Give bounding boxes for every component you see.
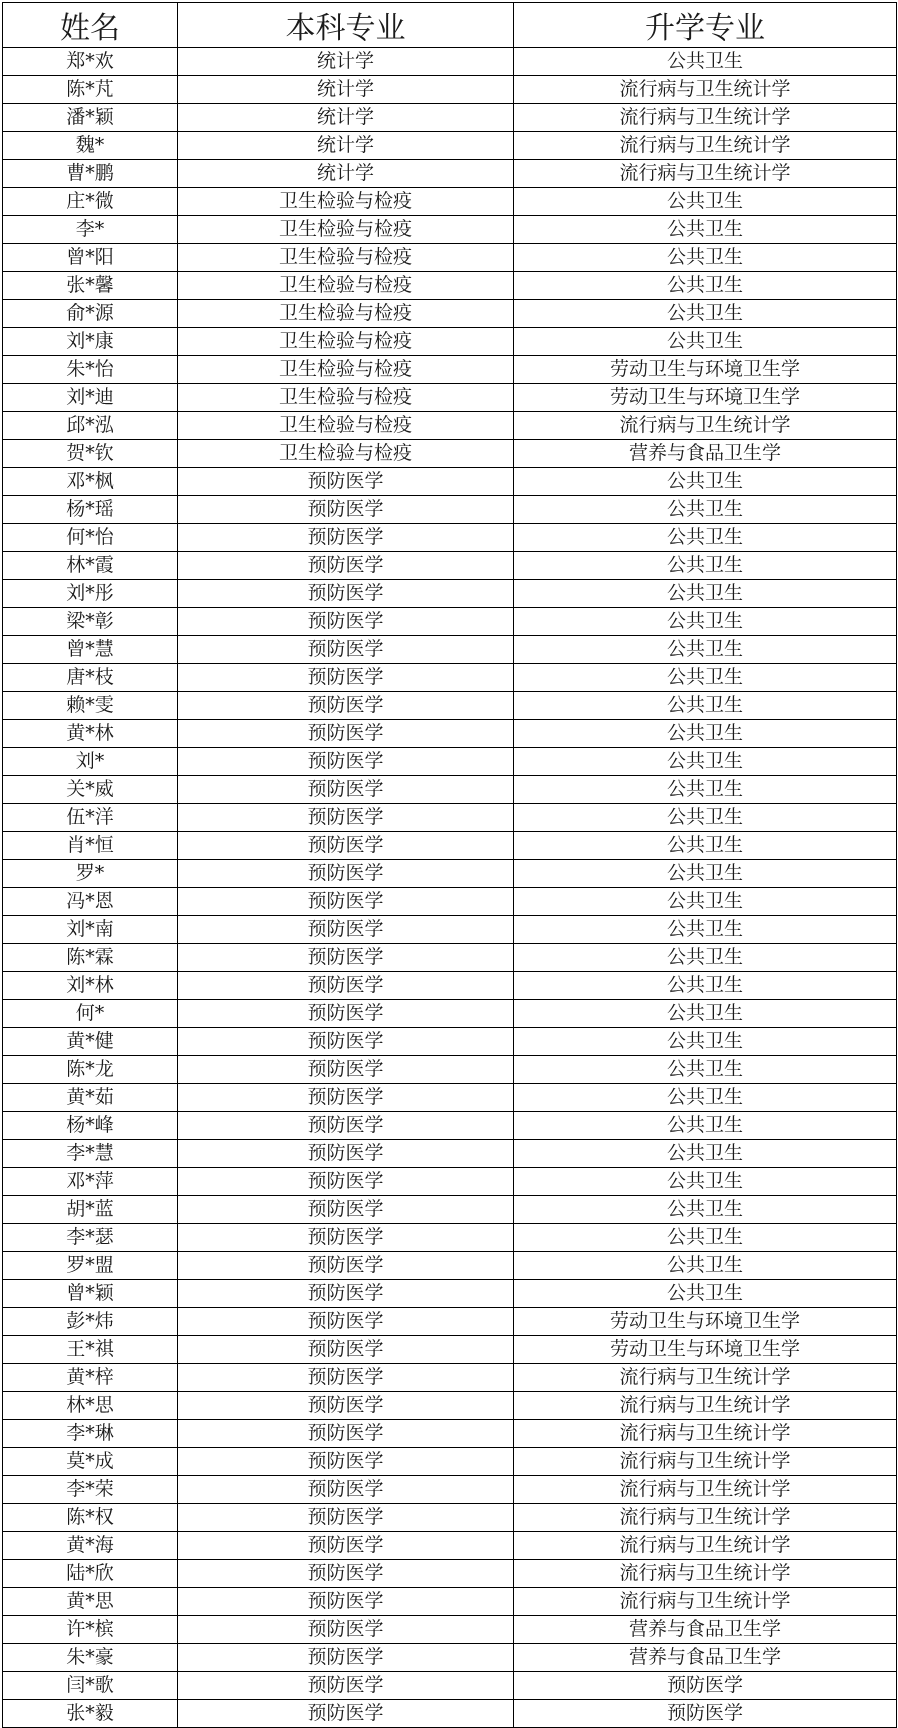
- cell-undergraduate-major: 预防医学: [178, 524, 514, 552]
- cell-undergraduate-major: 预防医学: [178, 1084, 514, 1112]
- cell-name: 李*: [3, 216, 178, 244]
- cell-graduate-major: 流行病与卫生统计学: [514, 1364, 897, 1392]
- cell-name: 刘*迪: [3, 384, 178, 412]
- table-row: [3, 860, 897, 888]
- cell-graduate-major: 劳动卫生与环境卫生学: [514, 356, 897, 384]
- cell-undergraduate-major: 卫生检验与检疫: [178, 216, 514, 244]
- table-row: [3, 1196, 897, 1224]
- cell-name: 许*槟: [3, 1616, 178, 1644]
- cell-graduate-major: 预防医学: [514, 1700, 897, 1728]
- cell-graduate-major: 公共卫生: [514, 1112, 897, 1140]
- cell-graduate-major: 流行病与卫生统计学: [514, 160, 897, 188]
- cell-graduate-major: 公共卫生: [514, 916, 897, 944]
- table-row: [3, 552, 897, 580]
- table-row: [3, 636, 897, 664]
- table-row: [3, 580, 897, 608]
- cell-undergraduate-major: 预防医学: [178, 692, 514, 720]
- cell-undergraduate-major: 卫生检验与检疫: [178, 356, 514, 384]
- cell-graduate-major: 公共卫生: [514, 1196, 897, 1224]
- cell-undergraduate-major: 预防医学: [178, 1588, 514, 1616]
- cell-undergraduate-major: 预防医学: [178, 972, 514, 1000]
- cell-name: 何*怡: [3, 524, 178, 552]
- cell-name: 赖*雯: [3, 692, 178, 720]
- cell-name: 王*祺: [3, 1336, 178, 1364]
- cell-graduate-major: 公共卫生: [514, 552, 897, 580]
- cell-name: 刘*: [3, 748, 178, 776]
- cell-graduate-major: 营养与食品卫生学: [514, 1644, 897, 1672]
- cell-undergraduate-major: 预防医学: [178, 1420, 514, 1448]
- cell-undergraduate-major: 预防医学: [178, 1532, 514, 1560]
- table-row: [3, 1616, 897, 1644]
- cell-name: 贺*钦: [3, 440, 178, 468]
- cell-name: 郑*欢: [3, 48, 178, 76]
- table-row: [3, 356, 897, 384]
- cell-undergraduate-major: 预防医学: [178, 1028, 514, 1056]
- cell-graduate-major: 流行病与卫生统计学: [514, 412, 897, 440]
- cell-undergraduate-major: 统计学: [178, 104, 514, 132]
- table-row: [3, 1448, 897, 1476]
- cell-undergraduate-major: 卫生检验与检疫: [178, 272, 514, 300]
- header-name: 姓名: [3, 3, 178, 48]
- cell-undergraduate-major: 预防医学: [178, 1308, 514, 1336]
- table-row: [3, 1224, 897, 1252]
- table-row: [3, 664, 897, 692]
- cell-name: 张*毅: [3, 1700, 178, 1728]
- table-row: [3, 692, 897, 720]
- cell-name: 黄*健: [3, 1028, 178, 1056]
- cell-graduate-major: 公共卫生: [514, 1168, 897, 1196]
- cell-graduate-major: 公共卫生: [514, 972, 897, 1000]
- cell-graduate-major: 公共卫生: [514, 1140, 897, 1168]
- table-row: [3, 132, 897, 160]
- cell-undergraduate-major: 预防医学: [178, 832, 514, 860]
- cell-undergraduate-major: 卫生检验与检疫: [178, 244, 514, 272]
- cell-name: 关*威: [3, 776, 178, 804]
- cell-undergraduate-major: 预防医学: [178, 1476, 514, 1504]
- table-row: [3, 412, 897, 440]
- table-row: [3, 832, 897, 860]
- cell-graduate-major: 公共卫生: [514, 272, 897, 300]
- table-row: [3, 76, 897, 104]
- cell-name: 俞*源: [3, 300, 178, 328]
- cell-graduate-major: 流行病与卫生统计学: [514, 1392, 897, 1420]
- table-row: [3, 1336, 897, 1364]
- cell-name: 杨*瑶: [3, 496, 178, 524]
- table-row: [3, 300, 897, 328]
- cell-graduate-major: 公共卫生: [514, 1280, 897, 1308]
- cell-name: 闫*歌: [3, 1672, 178, 1700]
- cell-undergraduate-major: 预防医学: [178, 776, 514, 804]
- cell-name: 陈*芃: [3, 76, 178, 104]
- table-row: [3, 1084, 897, 1112]
- cell-graduate-major: 公共卫生: [514, 244, 897, 272]
- cell-name: 曾*阳: [3, 244, 178, 272]
- table-row: [3, 776, 897, 804]
- cell-name: 罗*: [3, 860, 178, 888]
- cell-undergraduate-major: 预防医学: [178, 1280, 514, 1308]
- cell-graduate-major: 公共卫生: [514, 1224, 897, 1252]
- cell-undergraduate-major: 预防医学: [178, 468, 514, 496]
- cell-graduate-major: 流行病与卫生统计学: [514, 1560, 897, 1588]
- cell-name: 潘*颖: [3, 104, 178, 132]
- cell-undergraduate-major: 卫生检验与检疫: [178, 188, 514, 216]
- cell-name: 曹*鹏: [3, 160, 178, 188]
- cell-undergraduate-major: 预防医学: [178, 1168, 514, 1196]
- table-row: [3, 244, 897, 272]
- cell-graduate-major: 流行病与卫生统计学: [514, 76, 897, 104]
- cell-undergraduate-major: 统计学: [178, 76, 514, 104]
- cell-undergraduate-major: 预防医学: [178, 664, 514, 692]
- cell-name: 曾*慧: [3, 636, 178, 664]
- cell-undergraduate-major: 预防医学: [178, 748, 514, 776]
- cell-name: 黄*茹: [3, 1084, 178, 1112]
- cell-name: 肖*恒: [3, 832, 178, 860]
- cell-graduate-major: 流行病与卫生统计学: [514, 1420, 897, 1448]
- cell-undergraduate-major: 预防医学: [178, 636, 514, 664]
- cell-undergraduate-major: 预防医学: [178, 1644, 514, 1672]
- cell-name: 陆*欣: [3, 1560, 178, 1588]
- table-row: [3, 1700, 897, 1728]
- cell-graduate-major: 营养与食品卫生学: [514, 1616, 897, 1644]
- table-row: [3, 1476, 897, 1504]
- cell-undergraduate-major: 预防医学: [178, 1112, 514, 1140]
- cell-graduate-major: 公共卫生: [514, 692, 897, 720]
- cell-undergraduate-major: 预防医学: [178, 1196, 514, 1224]
- cell-name: 邓*枫: [3, 468, 178, 496]
- table-row: [3, 1532, 897, 1560]
- cell-graduate-major: 公共卫生: [514, 188, 897, 216]
- header-row: [3, 3, 897, 48]
- cell-graduate-major: 公共卫生: [514, 804, 897, 832]
- table-row: [3, 104, 897, 132]
- cell-undergraduate-major: 预防医学: [178, 1672, 514, 1700]
- cell-undergraduate-major: 预防医学: [178, 1448, 514, 1476]
- cell-graduate-major: 公共卫生: [514, 468, 897, 496]
- cell-undergraduate-major: 预防医学: [178, 720, 514, 748]
- table-row: [3, 608, 897, 636]
- table-row: [3, 216, 897, 244]
- cell-name: 黄*林: [3, 720, 178, 748]
- cell-name: 朱*豪: [3, 1644, 178, 1672]
- table-row: [3, 1420, 897, 1448]
- cell-undergraduate-major: 预防医学: [178, 1504, 514, 1532]
- cell-name: 林*霞: [3, 552, 178, 580]
- cell-undergraduate-major: 预防医学: [178, 1560, 514, 1588]
- cell-name: 李*慧: [3, 1140, 178, 1168]
- header-undergraduate-major: 本科专业: [178, 3, 514, 48]
- cell-name: 邱*泓: [3, 412, 178, 440]
- cell-undergraduate-major: 卫生检验与检疫: [178, 300, 514, 328]
- cell-name: 林*思: [3, 1392, 178, 1420]
- cell-graduate-major: 公共卫生: [514, 860, 897, 888]
- cell-graduate-major: 公共卫生: [514, 776, 897, 804]
- cell-undergraduate-major: 预防医学: [178, 580, 514, 608]
- table-row: [3, 272, 897, 300]
- cell-name: 黄*思: [3, 1588, 178, 1616]
- cell-graduate-major: 流行病与卫生统计学: [514, 1504, 897, 1532]
- cell-undergraduate-major: 统计学: [178, 48, 514, 76]
- cell-graduate-major: 流行病与卫生统计学: [514, 1588, 897, 1616]
- cell-graduate-major: 公共卫生: [514, 328, 897, 356]
- cell-name: 刘*林: [3, 972, 178, 1000]
- cell-graduate-major: 劳动卫生与环境卫生学: [514, 384, 897, 412]
- cell-undergraduate-major: 预防医学: [178, 804, 514, 832]
- table-row: [3, 1140, 897, 1168]
- table-row: [3, 1392, 897, 1420]
- cell-graduate-major: 公共卫生: [514, 1252, 897, 1280]
- cell-graduate-major: 公共卫生: [514, 1000, 897, 1028]
- cell-graduate-major: 劳动卫生与环境卫生学: [514, 1336, 897, 1364]
- table-row: [3, 1112, 897, 1140]
- cell-undergraduate-major: 预防医学: [178, 608, 514, 636]
- cell-graduate-major: 公共卫生: [514, 1084, 897, 1112]
- cell-name: 黄*海: [3, 1532, 178, 1560]
- cell-name: 彭*炜: [3, 1308, 178, 1336]
- admissions-table: [2, 2, 897, 1728]
- header-graduate-major: 升学专业: [514, 3, 897, 48]
- table-row: [3, 916, 897, 944]
- table-row: [3, 1280, 897, 1308]
- cell-name: 刘*南: [3, 916, 178, 944]
- cell-graduate-major: 公共卫生: [514, 216, 897, 244]
- cell-undergraduate-major: 预防医学: [178, 552, 514, 580]
- cell-undergraduate-major: 卫生检验与检疫: [178, 440, 514, 468]
- table-row: [3, 720, 897, 748]
- cell-graduate-major: 公共卫生: [514, 300, 897, 328]
- cell-name: 陈*龙: [3, 1056, 178, 1084]
- cell-graduate-major: 公共卫生: [514, 580, 897, 608]
- cell-name: 冯*恩: [3, 888, 178, 916]
- table-body: [3, 48, 897, 1728]
- table-row: [3, 1252, 897, 1280]
- cell-undergraduate-major: 卫生检验与检疫: [178, 328, 514, 356]
- cell-name: 刘*康: [3, 328, 178, 356]
- cell-graduate-major: 流行病与卫生统计学: [514, 104, 897, 132]
- cell-graduate-major: 公共卫生: [514, 748, 897, 776]
- cell-graduate-major: 营养与食品卫生学: [514, 440, 897, 468]
- table-row: [3, 1308, 897, 1336]
- cell-undergraduate-major: 预防医学: [178, 1700, 514, 1728]
- cell-graduate-major: 公共卫生: [514, 832, 897, 860]
- cell-graduate-major: 公共卫生: [514, 496, 897, 524]
- cell-graduate-major: 劳动卫生与环境卫生学: [514, 1308, 897, 1336]
- cell-graduate-major: 公共卫生: [514, 664, 897, 692]
- cell-graduate-major: 公共卫生: [514, 1028, 897, 1056]
- cell-undergraduate-major: 预防医学: [178, 1056, 514, 1084]
- cell-name: 杨*峰: [3, 1112, 178, 1140]
- table-row: [3, 468, 897, 496]
- cell-graduate-major: 流行病与卫生统计学: [514, 1448, 897, 1476]
- cell-undergraduate-major: 预防医学: [178, 1252, 514, 1280]
- cell-undergraduate-major: 卫生检验与检疫: [178, 412, 514, 440]
- table-row: [3, 944, 897, 972]
- cell-graduate-major: 公共卫生: [514, 1056, 897, 1084]
- cell-name: 何*: [3, 1000, 178, 1028]
- cell-name: 李*琳: [3, 1420, 178, 1448]
- table-row: [3, 748, 897, 776]
- cell-name: 胡*蓝: [3, 1196, 178, 1224]
- cell-undergraduate-major: 预防医学: [178, 496, 514, 524]
- cell-undergraduate-major: 预防医学: [178, 916, 514, 944]
- table-row: [3, 1672, 897, 1700]
- table-row: [3, 384, 897, 412]
- cell-undergraduate-major: 预防医学: [178, 1616, 514, 1644]
- cell-graduate-major: 预防医学: [514, 1672, 897, 1700]
- table-row: [3, 888, 897, 916]
- cell-name: 曾*颖: [3, 1280, 178, 1308]
- table-row: [3, 1644, 897, 1672]
- cell-undergraduate-major: 预防医学: [178, 944, 514, 972]
- table-row: [3, 972, 897, 1000]
- cell-name: 陈*权: [3, 1504, 178, 1532]
- cell-graduate-major: 流行病与卫生统计学: [514, 1532, 897, 1560]
- cell-undergraduate-major: 预防医学: [178, 1224, 514, 1252]
- table-row: [3, 524, 897, 552]
- cell-undergraduate-major: 卫生检验与检疫: [178, 384, 514, 412]
- cell-name: 唐*枝: [3, 664, 178, 692]
- cell-name: 莫*成: [3, 1448, 178, 1476]
- cell-undergraduate-major: 统计学: [178, 132, 514, 160]
- cell-graduate-major: 公共卫生: [514, 944, 897, 972]
- cell-name: 罗*盟: [3, 1252, 178, 1280]
- cell-graduate-major: 公共卫生: [514, 608, 897, 636]
- table-row: [3, 804, 897, 832]
- table-row: [3, 496, 897, 524]
- table-row: [3, 1588, 897, 1616]
- cell-undergraduate-major: 预防医学: [178, 1364, 514, 1392]
- table-row: [3, 48, 897, 76]
- cell-graduate-major: 公共卫生: [514, 888, 897, 916]
- cell-name: 李*荣: [3, 1476, 178, 1504]
- cell-graduate-major: 公共卫生: [514, 636, 897, 664]
- table-row: [3, 1168, 897, 1196]
- cell-name: 张*馨: [3, 272, 178, 300]
- cell-undergraduate-major: 统计学: [178, 160, 514, 188]
- cell-name: 伍*洋: [3, 804, 178, 832]
- cell-name: 刘*彤: [3, 580, 178, 608]
- cell-undergraduate-major: 预防医学: [178, 1336, 514, 1364]
- cell-name: 陈*霖: [3, 944, 178, 972]
- cell-name: 梁*彰: [3, 608, 178, 636]
- cell-name: 邓*萍: [3, 1168, 178, 1196]
- cell-graduate-major: 公共卫生: [514, 48, 897, 76]
- table-row: [3, 1504, 897, 1532]
- cell-graduate-major: 公共卫生: [514, 524, 897, 552]
- table-row: [3, 440, 897, 468]
- cell-graduate-major: 公共卫生: [514, 720, 897, 748]
- cell-graduate-major: 流行病与卫生统计学: [514, 132, 897, 160]
- cell-undergraduate-major: 预防医学: [178, 1000, 514, 1028]
- cell-undergraduate-major: 预防医学: [178, 860, 514, 888]
- table-row: [3, 328, 897, 356]
- cell-graduate-major: 流行病与卫生统计学: [514, 1476, 897, 1504]
- cell-name: 魏*: [3, 132, 178, 160]
- cell-undergraduate-major: 预防医学: [178, 1392, 514, 1420]
- cell-name: 李*瑟: [3, 1224, 178, 1252]
- table-row: [3, 1560, 897, 1588]
- cell-name: 朱*怡: [3, 356, 178, 384]
- table-row: [3, 1056, 897, 1084]
- cell-undergraduate-major: 预防医学: [178, 888, 514, 916]
- table-row: [3, 1364, 897, 1392]
- cell-name: 庄*微: [3, 188, 178, 216]
- table-row: [3, 160, 897, 188]
- cell-name: 黄*梓: [3, 1364, 178, 1392]
- table-row: [3, 188, 897, 216]
- cell-undergraduate-major: 预防医学: [178, 1140, 514, 1168]
- table-row: [3, 1028, 897, 1056]
- table-row: [3, 1000, 897, 1028]
